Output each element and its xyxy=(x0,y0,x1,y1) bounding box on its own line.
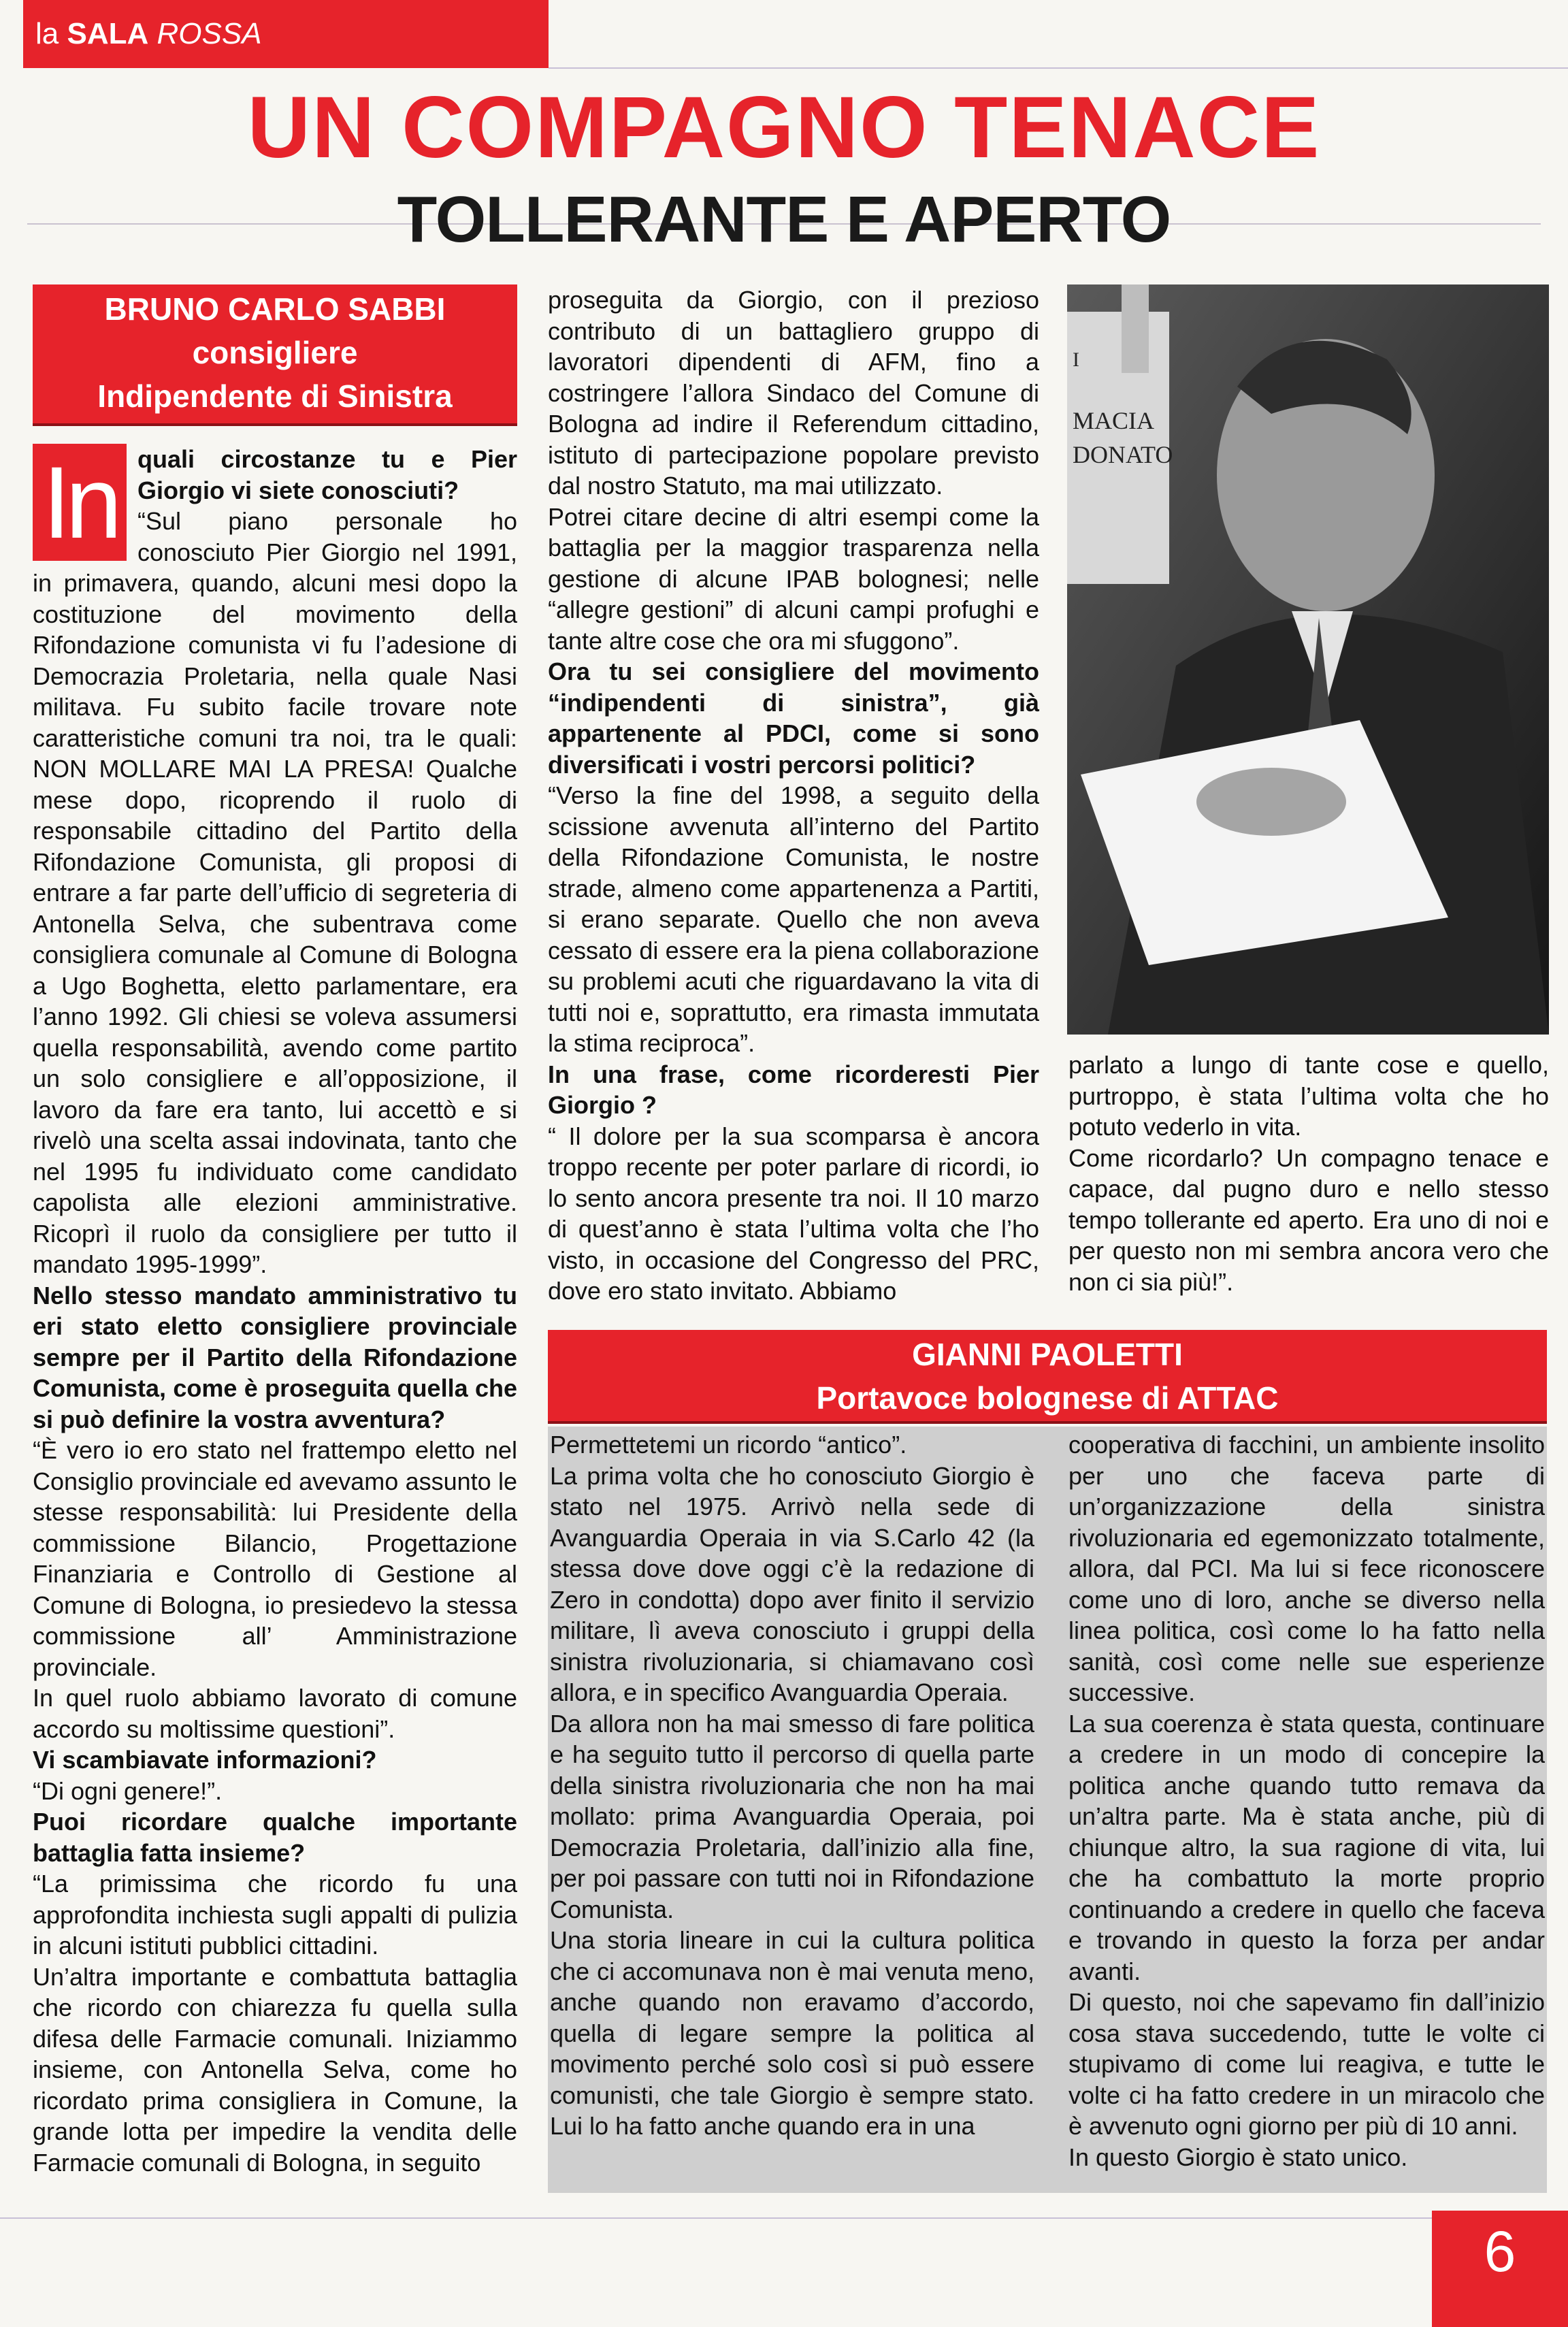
author-box-sabbi xyxy=(33,284,517,426)
answer: “Sul piano personale ho conosciuto Pier Giorgio nel 1991, in primavera, quando, alcuni mesi dopo la costituzione del movimento della Rifondazione comunista vi fu l’adesione di Democrazia Proletaria, nella quale Nasi militava. Fu subito facile trovare note caratteristiche comuni tra noi, tra le quali: NON MOLLARE MAI LA PRESA! Qualche mese dopo, ricoprendo il ruolo di responsabile cittadino del Partito della Rifondazione Comunista, gli proposi di entrare a far parte dell’ufficio di segreteria di Antonella Selva, che subentrava come consigliera comunale al Comune di Bologna a Ugo Boghetta, eletto parlamentare, era l’anno 1992. Gli chiesi se voleva assumersi quella responsabilità, avendo come partito un solo consigliere e all’opposizione, il lavoro da fare era tanto, lui accettò e si rivelò una scelta assai indovinata, tanto che nel 1995 fu individuato come candidato capolista alle elezioni amministrative. Ricoprì il ruolo da consigliere per tutto il mandato 1995-1999”. xyxy=(33,507,517,1278)
answer: parlato a lungo di tante cose e quello, purtroppo, è stata l’ultima volta che ho potuto vederlo in vita. xyxy=(1068,1051,1549,1141)
question: Ora tu sei consigliere del movimento “indipendenti di sinistra”, già appartenente al PDCI, come si sono diversificati i vostri percorsi politici? xyxy=(548,657,1039,779)
answer: “ Il dolore per la sua scomparsa è ancora troppo recente per poter parlare di ricordi, io lo sento ancora presente tra noi. Il 10 marzo di quest’anno è stata l’ultima volta che l’ho visto, in occasione del Congresso del PRC, dove ero stato invitato. Abbiamo xyxy=(548,1122,1039,1305)
author-name: GIANNI PAOLETTI xyxy=(912,1337,1183,1372)
sign-partial: I xyxy=(1073,348,1079,371)
article1-column1 xyxy=(33,444,517,2178)
answer: In quel ruolo abbiamo lavorato di comune accordo su moltissime questioni”. xyxy=(33,1684,517,1743)
answer: proseguita da Giorgio, con il prezioso contributo di un battagliero gruppo di lavoratori dipendenti di AFM, fino a costringere l’allora Sindaco del Comune di Bologna ad indire il Referendum cittadino, istituto di partecipazione popolare previsto dal nostro Statuto, ma mai utilizzato. xyxy=(548,286,1039,500)
sign-line1: MACIA xyxy=(1073,407,1155,434)
paragraph: Una storia lineare in cui la cultura politica che ci accomunava non è mai venuta meno, anche quando non eravamo d’accordo, quella di legare sempre la politica al movimento perché solo così si può essere comunisti, che tale Giorgio è sempre stato. Lui lo ha fatto anche quando era in una xyxy=(550,1926,1034,2140)
question: In una frase, come ricorderesti Pier Giorgio ? xyxy=(548,1060,1039,1119)
author-name: BRUNO CARLO SABBI xyxy=(104,291,446,327)
author-role: consigliere xyxy=(192,335,358,370)
article1-column3 xyxy=(1068,1049,1549,1297)
answer: Potrei citare decine di altri esempi come la battaglia per la maggior trasparenza nella gestione di alcune IPAB bolognesi; nelle “allegre gestioni” di alcuni campi profughi e tante altre cose che ora mi sfuggono”. xyxy=(548,502,1039,655)
article1-column2 xyxy=(548,284,1039,1307)
page-number: 6 xyxy=(1432,2211,1568,2327)
author-affiliation: Indipendente di Sinistra xyxy=(97,378,453,414)
paragraph: cooperativa di facchini, un ambiente insolito per uno che faceva parte di un’organizzazione della sinistra rivoluzionaria ed egemonizzato totalmente, allora, dal PCI. Ma lui si fece riconoscere come uno di loro, anche se diverso nella linea politica, così come lo ha fatto nella sanità, così come nelle sue esperienze successive. xyxy=(1068,1431,1545,1706)
section-tab-italic: ROSSA xyxy=(157,17,262,50)
answer: “Verso la fine del 1998, a seguito della scissione avvenuta all’interno del Partito della Rifondazione Comunista, le nostre strade, almeno come appartenenza a Partiti, si erano separate. Quello che non aveva cessato di essere era la piena collaborazione su problemi acuti che riguardavano la vita di tutti noi e, soprattutto, era rimasta immutata la stima reciproca”. xyxy=(548,781,1039,1057)
answer: “Di ogni genere!”. xyxy=(33,1776,223,1805)
question: Nello stesso mandato amministrativo tu eri stato eletto consigliere provinciale sempre per il Partito della Rifondazione Comunista, come è proseguita quella che si può definire la vostra avventura? xyxy=(33,1281,517,1433)
paragraph: Da allora non ha mai smesso di fare politica e ha seguito tutto il percorso di quella parte della sinistra rivoluzionaria che non ha mai mollato: prima Avanguardia Operaia, poi Democrazia Proletaria, dall’inizio alla fine, per poi passare con tutti noi in Rifondazione Comunista. xyxy=(550,1709,1034,1923)
article2-column2 xyxy=(1068,1429,1545,2173)
answer: Un’altra importante e combattuta battaglia che ricordo con chiarezza fu quella sulla difesa delle Farmacie comunali. Iniziammo insieme, con Antonella Selva, come ho ricordato prima consigliera in Comune, la grande lotta per impedire la vendita delle Farmacie comunali di Bologna, in seguito xyxy=(33,1962,517,2177)
paragraph: Permettetemi un ricordo “antico”. xyxy=(550,1431,907,1459)
answer: Come ricordarlo? Un compagno tenace e capace, dal pugno duro e nello stesso tempo tollerante ed aperto. Era uno di noi e per questo non mi sembra ancora vero che non ci sia più!”. xyxy=(1068,1143,1549,1296)
question: Vi scambiavate informazioni? xyxy=(33,1746,377,1774)
portrait-photo-graphic xyxy=(1067,284,1549,1035)
paragraph: Di questo, noi che sapevamo fin dall’inizio cosa stava succedendo, tutte le volte ci stupivamo di come lui reagiva, e tutte le volte ci ha fatto credere in un miracolo che è avvenuto ogni giorno per più di 10 anni. xyxy=(1068,1988,1545,2140)
paragraph: La prima volta che ho conosciuto Giorgio è stato nel 1975. Arrivò nella sede di Avanguardia Operaia in via S.Carlo 42 (la stessa dove dove oggi c’è la redazione di Zero in condotta) dopo aver finito il servizio militare, lì aveva conosciuto i gruppi della sinistra rivoluzionaria, si chiamavano così allora, e in specifico Avanguardia Operaia. xyxy=(550,1461,1034,1706)
section-tab xyxy=(23,0,549,68)
paragraph: In questo Giorgio è stato unico. xyxy=(1068,2143,1408,2171)
dropcap: In xyxy=(33,444,127,561)
top-rule xyxy=(549,67,1568,69)
answer: “È vero io ero stato nel frattempo eletto nel Consiglio provinciale ed avevamo assunto le stesse responsabilità: lui Presidente della commissione Bilancio, Progettazione Finanziaria e Controllo di Gestione al Comune di Bologna, io presiedevo la stessa commissione all’ Amministrazione provinciale. xyxy=(33,1436,517,1681)
author-box-paoletti xyxy=(548,1330,1547,1424)
portrait-photo xyxy=(1067,284,1549,1035)
paragraph: La sua coerenza è stata questa, continuare a credere in un modo di concepire la politica anche quando tutto remava da un’altra parte. Ma è stata anche, più di chiunque altro, la sua ragione di vita, lui che ha combattuto la morte proprio continuando a credere in quello che faceva e trovando in questo la forza per andar avanti. xyxy=(1068,1709,1545,1985)
question: quali circostanze tu e Pier Giorgio vi siete conosciuti? xyxy=(137,445,517,504)
subheadline: TOLLERANTE E APERTO xyxy=(397,183,1171,256)
headline: UN COMPAGNO TENACE xyxy=(247,79,1321,176)
article2-column1 xyxy=(550,1429,1034,2142)
section-tab-pre: la xyxy=(35,17,67,50)
answer: “La primissima che ricordo fu una approfondita inchiesta sugli appalti di pulizia in alcuni istituti pubblici cittadini. xyxy=(33,1870,517,1959)
author-role: Portavoce bolognese di ATTAC xyxy=(816,1380,1279,1416)
sign-line2: DONATO xyxy=(1073,441,1173,468)
question: Puoi ricordare qualche importante battaglia fatta insieme? xyxy=(33,1808,517,1867)
section-tab-bold: SALA xyxy=(67,17,149,50)
bottom-rule xyxy=(0,2217,1432,2219)
